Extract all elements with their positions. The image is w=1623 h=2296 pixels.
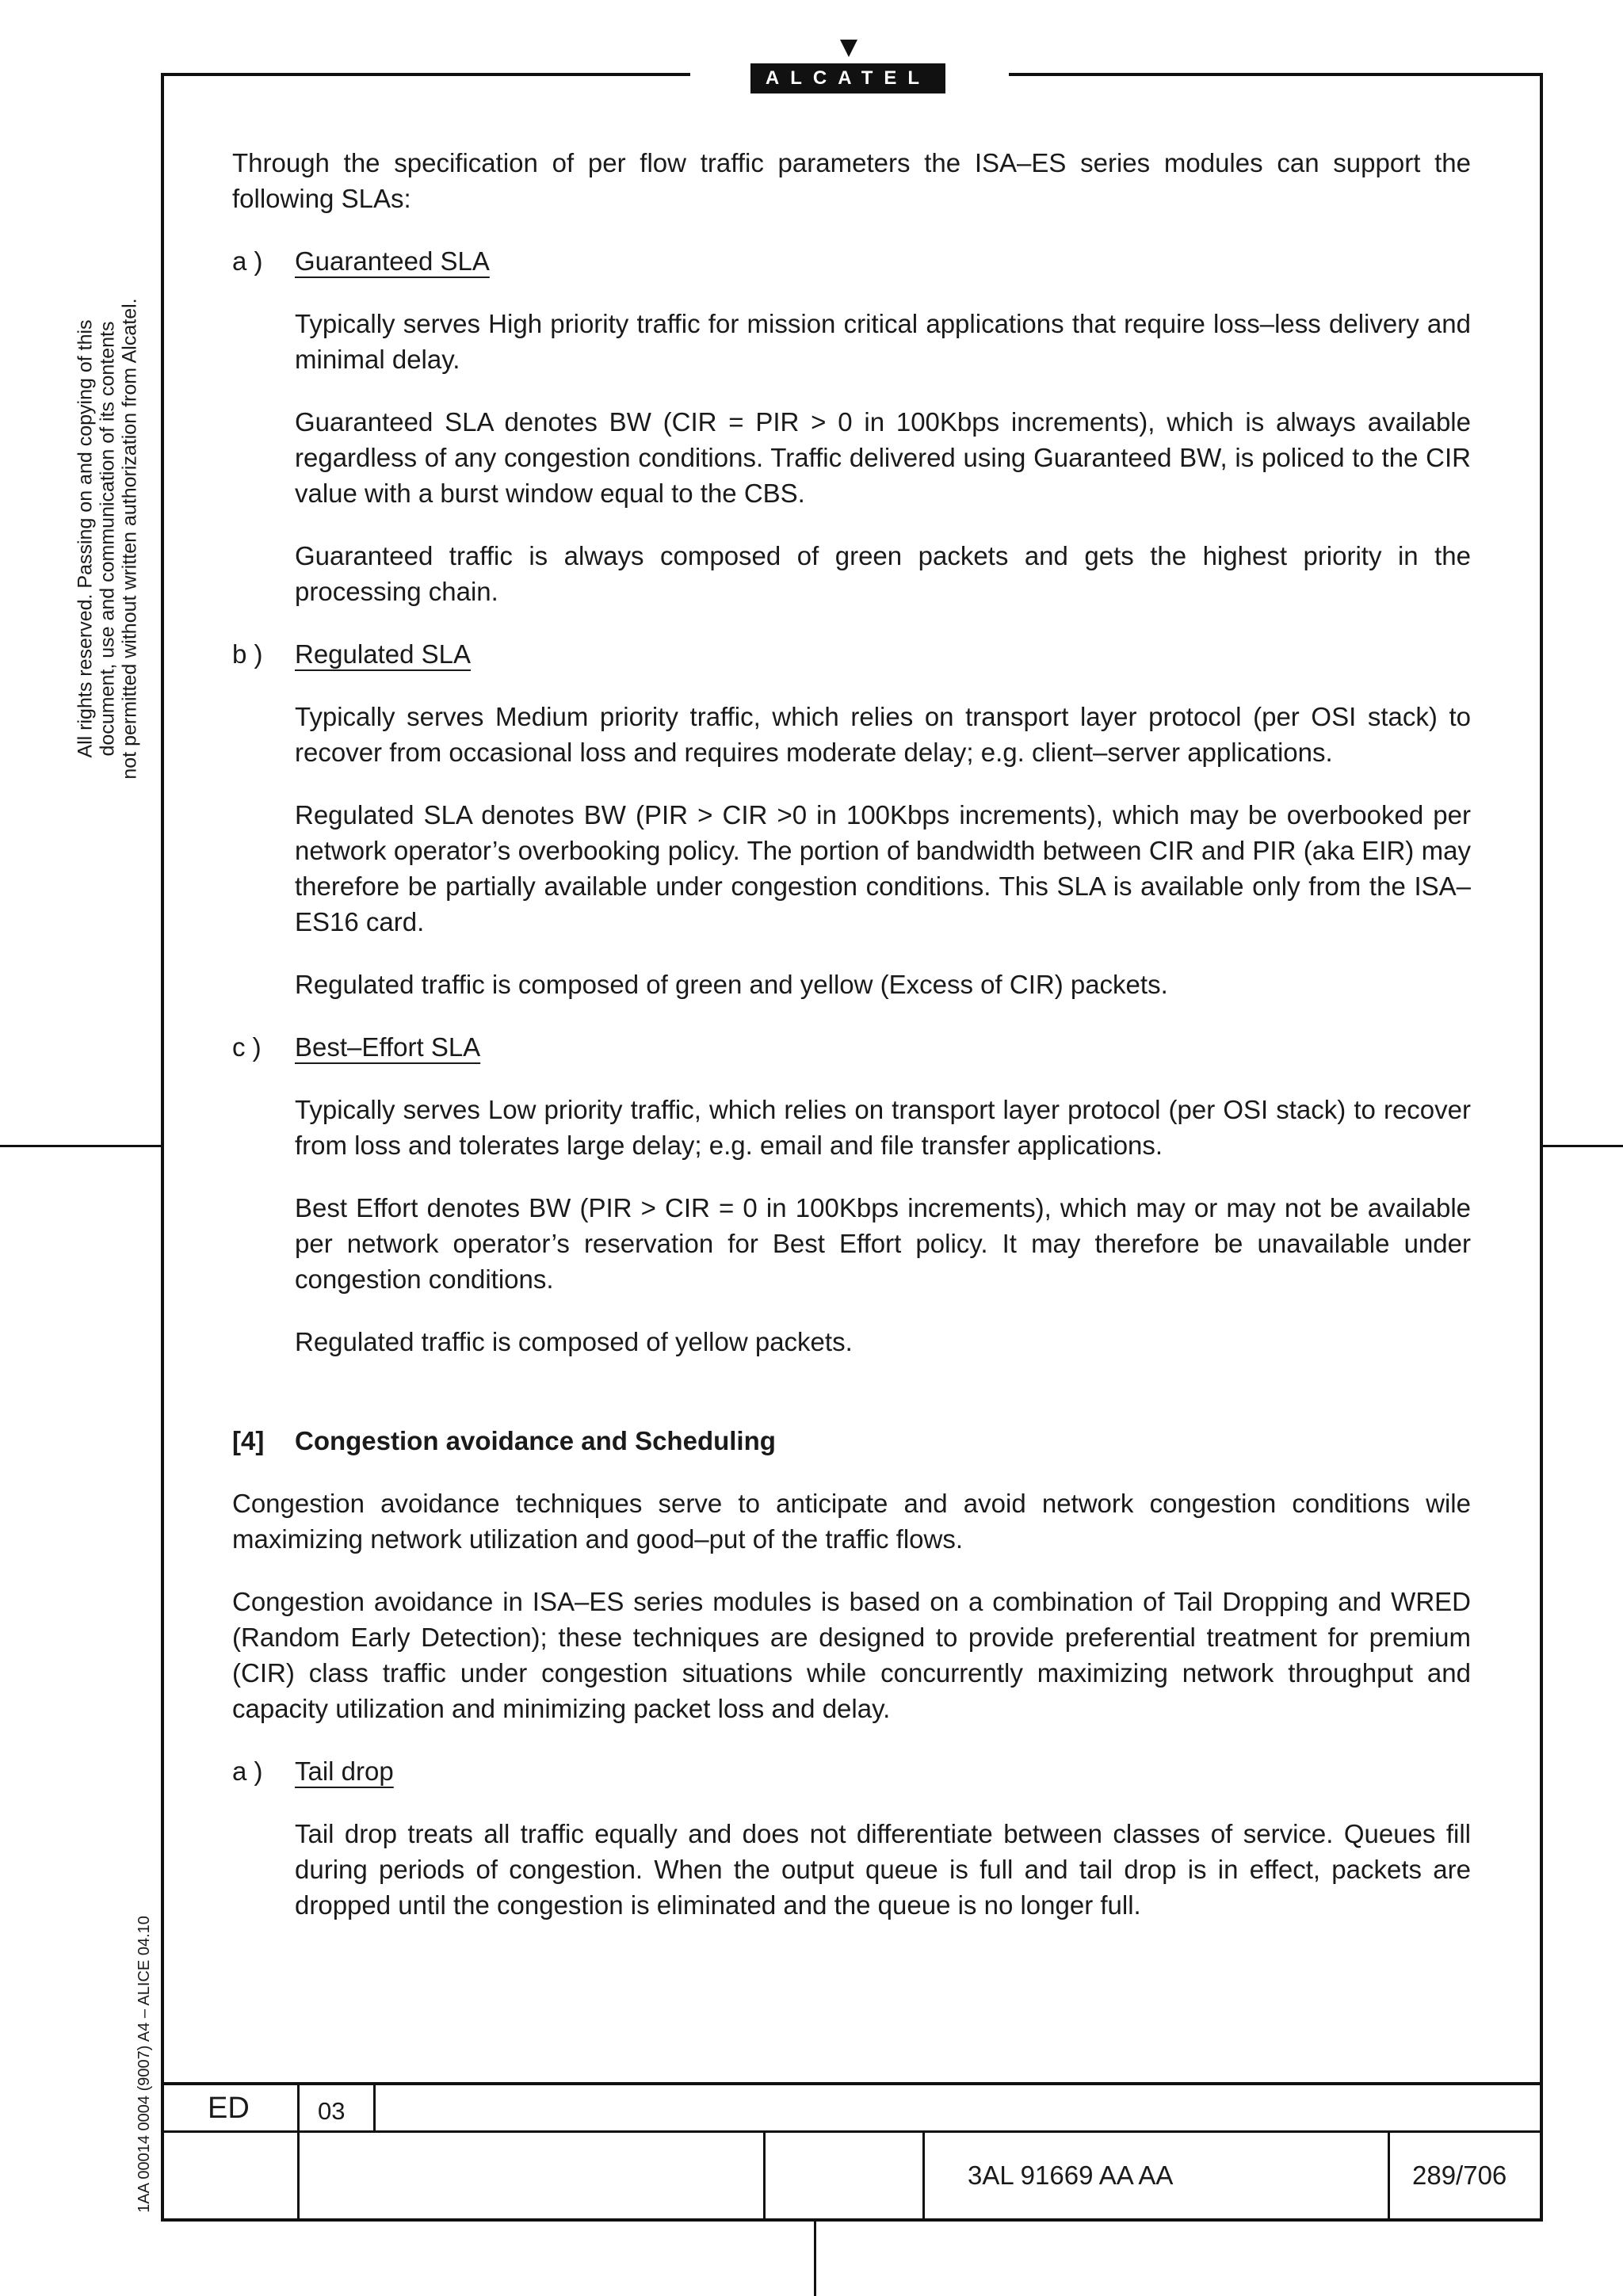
paragraph: Guaranteed SLA denotes BW (CIR = PIR > 0 in 100Kbps increments), which is always available regardless of any congestion conditions. Traffic delivered using Guaranteed BW, is policed to the CIR value with a burst window equal to the CBS. bbox=[295, 407, 1471, 508]
paragraph: Congestion avoidance techniques serve to anticipate and avoid network congestion conditions wile maximizing network utilization and good–put of the traffic flows. bbox=[232, 1489, 1471, 1554]
frame-left bbox=[161, 73, 164, 2222]
sla-item-regulated bbox=[232, 636, 1471, 672]
item-title: Guaranteed SLA bbox=[295, 246, 490, 276]
copyright-notice bbox=[71, 274, 144, 803]
paragraph: Guaranteed traffic is always composed of green packets and gets the highest priority in the processing chain. bbox=[295, 541, 1471, 606]
section-heading bbox=[232, 1423, 1471, 1459]
paragraph: Typically serves Medium priority traffic, which relies on transport layer protocol (per OSI stack) to recover from occasional loss and requires moderate delay; e.g. client–server applications. bbox=[295, 702, 1471, 767]
item-title: Regulated SLA bbox=[295, 639, 471, 669]
title-block-mid-line bbox=[161, 2130, 1543, 2133]
frame-top-left bbox=[161, 73, 690, 76]
paragraph: Regulated traffic is composed of green and yellow (Excess of CIR) packets. bbox=[295, 970, 1168, 999]
copyright-line: document, use and communication of its contents bbox=[97, 321, 119, 757]
title-block-divider bbox=[1388, 2130, 1390, 2218]
intro-paragraph: Through the specification of per flow traffic parameters the ISA–ES series modules can support the following SLAs: bbox=[232, 148, 1471, 213]
fold-mark-right bbox=[1543, 1145, 1623, 1147]
document-number: 3AL 91669 AA AA bbox=[968, 2161, 1174, 2190]
frame-right bbox=[1540, 73, 1543, 2222]
alcatel-logo: ALCATEL bbox=[750, 63, 945, 93]
title-block-divider bbox=[922, 2130, 925, 2218]
item-title: Best–Effort SLA bbox=[295, 1032, 481, 1062]
paragraph: Tail drop treats all traffic equally and does not differentiate between classes of service. Queues fill during periods of congestion. When the output queue is full and tail drop is in effect, packets are dropped until the congestion is eliminated and the queue is no longer full. bbox=[295, 1819, 1471, 1920]
title-block-top-line bbox=[161, 2082, 1543, 2085]
item-marker: b ) bbox=[232, 639, 263, 669]
item-marker: a ) bbox=[232, 246, 263, 276]
fold-mark-left bbox=[0, 1145, 161, 1147]
document-body bbox=[232, 145, 1471, 1950]
paragraph: Regulated SLA denotes BW (PIR > CIR >0 in 100Kbps increments), which may be overbooked per network operator’s overbooking policy. The portion of bandwidth between CIR and PIR (aka EIR) may therefore be partially available under congestion conditions. This SLA is available only from the ISA–ES16 card. bbox=[295, 800, 1471, 936]
item-title: Tail drop bbox=[295, 1756, 394, 1786]
section-title: Congestion avoidance and Scheduling bbox=[295, 1426, 776, 1455]
logo-triangle-icon bbox=[840, 40, 857, 57]
title-block-divider bbox=[763, 2130, 766, 2218]
title-block-divider bbox=[373, 2084, 376, 2130]
item-marker: c ) bbox=[232, 1032, 262, 1062]
title-block-bottom-line bbox=[161, 2218, 1543, 2222]
section-number: [4] bbox=[232, 1426, 265, 1455]
paragraph: Congestion avoidance in ISA–ES series modules is based on a combination of Tail Dropping and WRED (Random Early Detection); these techniques are designed to provide preferential treatment for premium (CIR) class traffic under congestion situations while concurrently maximizing network throughput and capacity utilization and minimizing packet loss and delay. bbox=[232, 1587, 1471, 1723]
sla-item-best-effort bbox=[232, 1029, 1471, 1065]
form-code bbox=[128, 1909, 160, 2218]
copyright-line: All rights reserved. Passing on and copying of this bbox=[74, 319, 97, 758]
copyright-line: not permitted without written authorization from Alcatel. bbox=[119, 298, 141, 780]
bottom-fold-mark bbox=[814, 2222, 816, 2296]
title-block-divider bbox=[297, 2084, 300, 2218]
sla-item-guaranteed bbox=[232, 243, 1471, 279]
edition-label: ED bbox=[208, 2092, 250, 2125]
edition-value: 03 bbox=[318, 2097, 346, 2125]
item-marker: a ) bbox=[232, 1756, 263, 1786]
paragraph: Best Effort denotes BW (PIR > CIR = 0 in 100Kbps increments), which may or may not be available per network operator’s reservation for Best Effort policy. It may therefore be unavailable under congestion conditions. bbox=[295, 1193, 1471, 1294]
paragraph: Typically serves High priority traffic for mission critical applications that require loss–less delivery and minimal delay. bbox=[295, 309, 1471, 374]
frame-top-right bbox=[1009, 73, 1543, 76]
paragraph: Regulated traffic is composed of yellow packets. bbox=[295, 1327, 853, 1356]
form-code-text: 1AA 00014 0004 (9007) A4 – ALICE 04.10 bbox=[135, 1915, 153, 2213]
item-tail-drop bbox=[232, 1753, 1471, 1789]
paragraph: Typically serves Low priority traffic, which relies on transport layer protocol (per OSI stack) to recover from loss and tolerates large delay; e.g. email and file transfer applications. bbox=[295, 1095, 1471, 1160]
page-number: 289/706 bbox=[1412, 2161, 1507, 2190]
